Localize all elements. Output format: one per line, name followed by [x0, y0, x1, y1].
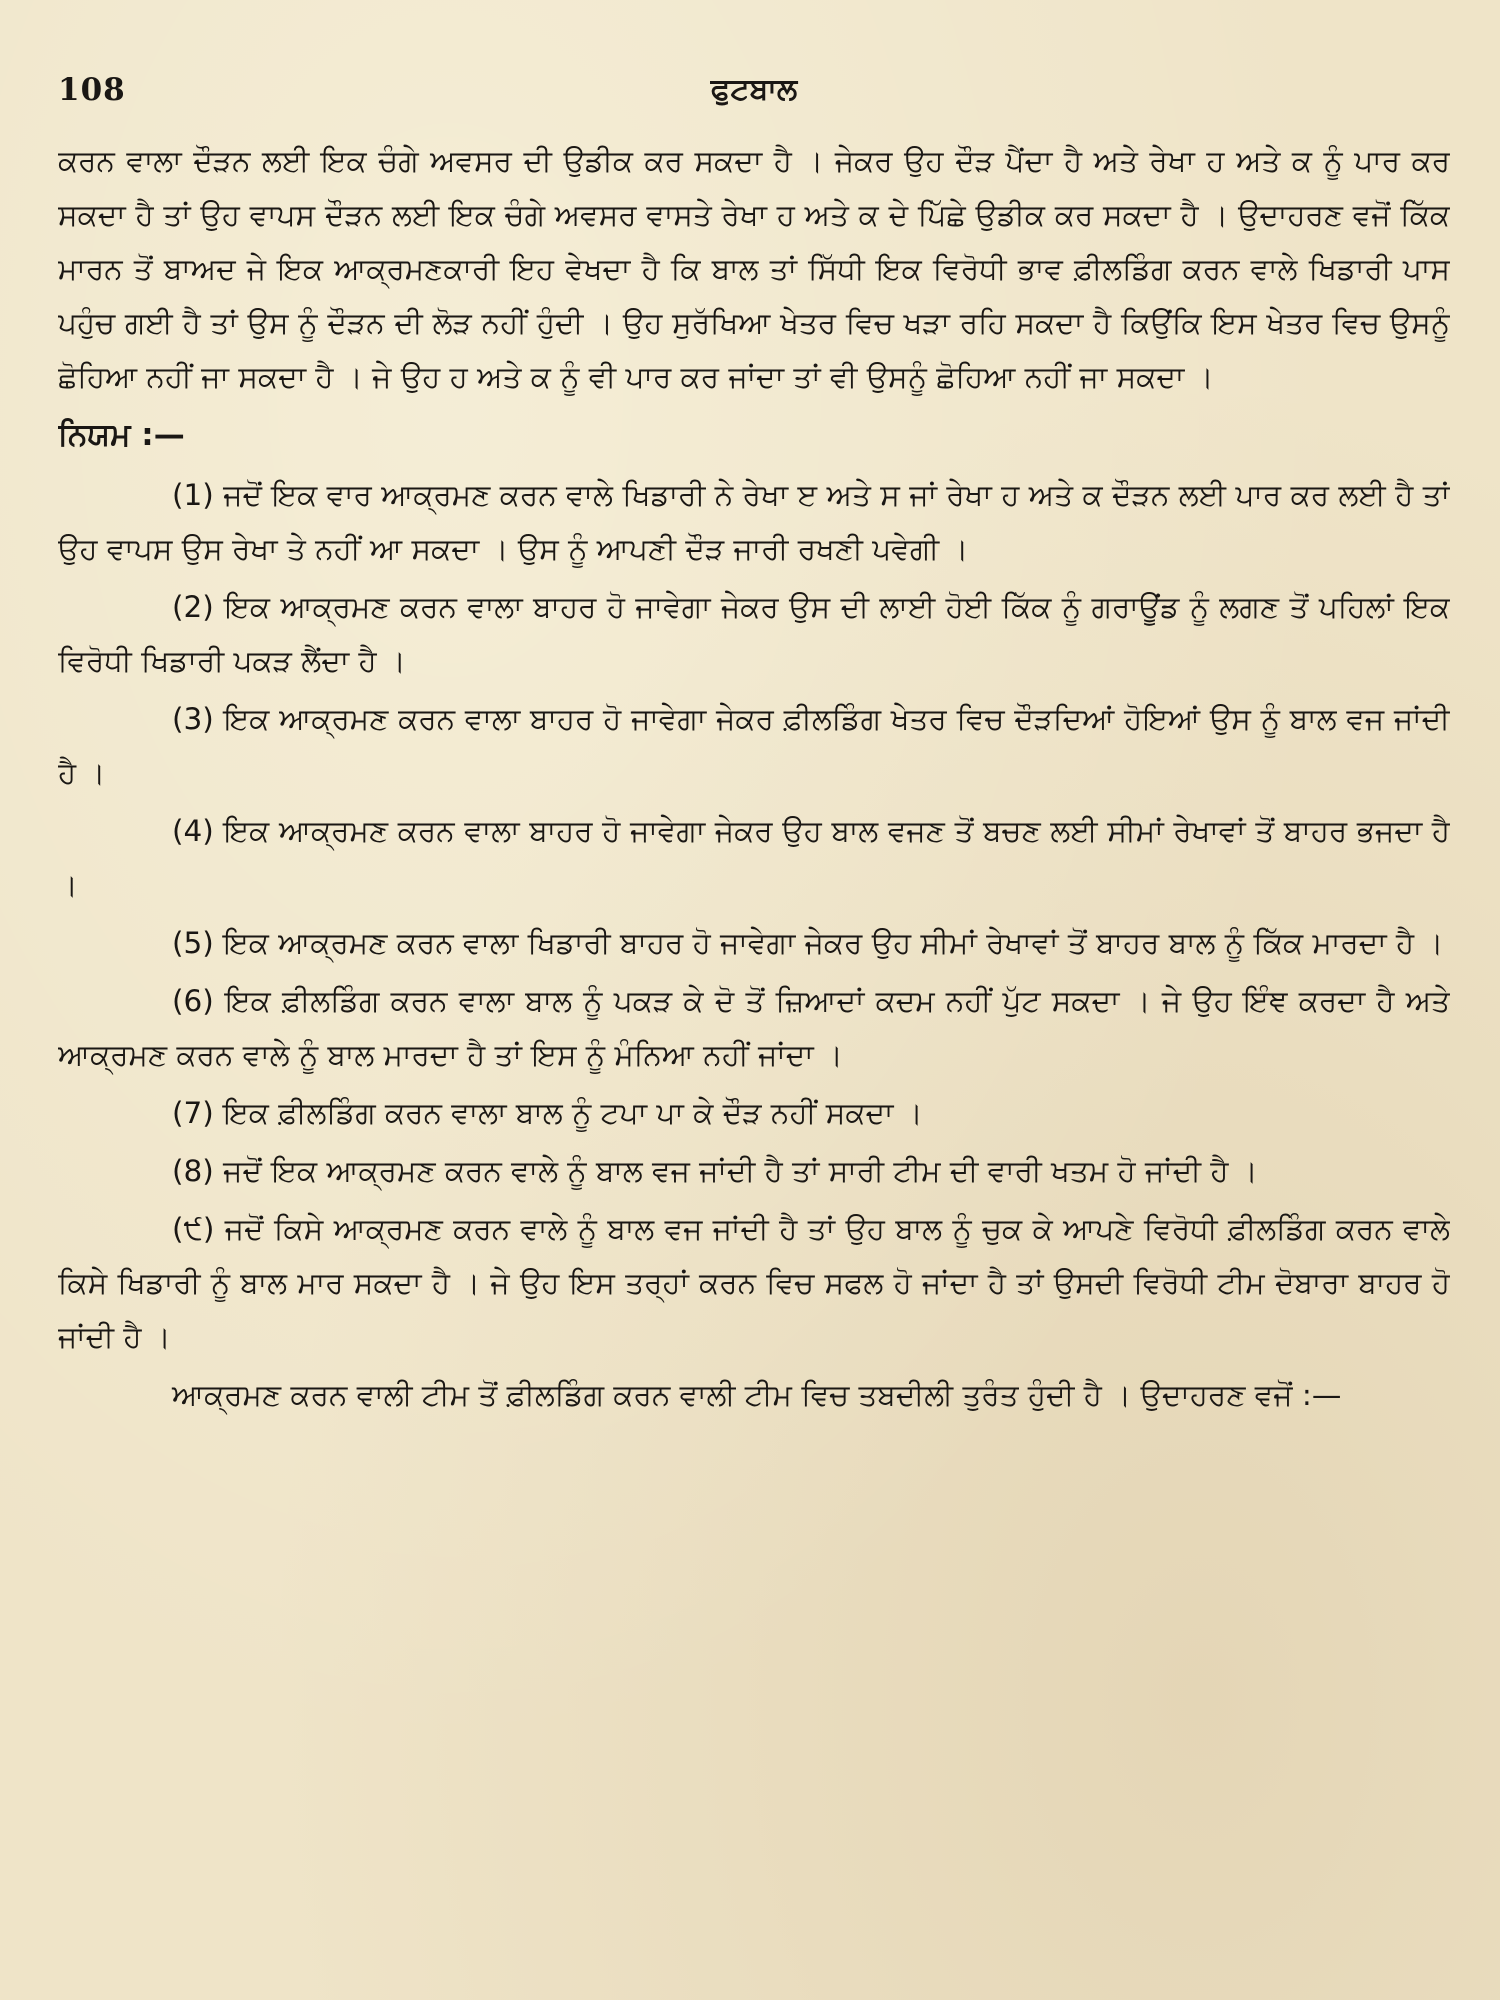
rule-item-2: (2) ਇਕ ਆਕ੍ਰਮਣ ਕਰਨ ਵਾਲਾ ਬਾਹਰ ਹੋ ਜਾਵੇਗਾ ਜੇਕਰ ਉਸ ਦੀ ਲਾਈ ਹੋਈ ਕਿੱਕ ਨੂੰ ਗਰਾਊਂਡ ਨੂੰ ਲਗਣ ਤੋਂ ਪਹਿਲਾਂ ਇਕ ਵਿਰੋਧੀ ਖਿਡਾਰੀ ਪਕੜ ਲੈਂਦਾ ਹੈ ।: [58, 590, 1450, 678]
page-header: [58, 68, 1450, 124]
rule-item-7: (7) ਇਕ ਫ਼ੀਲਡਿੰਗ ਕਰਨ ਵਾਲਾ ਬਾਲ ਨੂੰ ਟਪਾ ਪਾ ਕੇ ਦੌੜ ਨਹੀਂ ਸਕਦਾ ।: [172, 1096, 923, 1130]
rule-item-1: (1) ਜਦੋਂ ਇਕ ਵਾਰ ਆਕ੍ਰਮਣ ਕਰਨ ਵਾਲੇ ਖਿਡਾਰੀ ਨੇ ਰੇਖਾ ੲ ਅਤੇ ਸ ਜਾਂ ਰੇਖਾ ਹ ਅਤੇ ਕ ਦੌੜਨ ਲਈ ਪਾਰ ਕਰ ਲਈ ਹੈ ਤਾਂ ਉਹ ਵਾਪਸ ਉਸ ਰੇਖਾ ਤੇ ਨਹੀਂ ਆ ਸਕਦਾ । ਉਸ ਨੂੰ ਆਪਣੀ ਦੌੜ ਜਾਰੀ ਰਖਣੀ ਪਵੇਗੀ ।: [58, 478, 1450, 566]
rule-item-4: (4) ਇਕ ਆਕ੍ਰਮਣ ਕਰਨ ਵਾਲਾ ਬਾਹਰ ਹੋ ਜਾਵੇਗਾ ਜੇਕਰ ਉਹ ਬਾਲ ਵਜਣ ਤੋਂ ਬਚਣ ਲਈ ਸੀਮਾਂ ਰੇਖਾਵਾਂ ਤੋਂ ਬਾਹਰ ਭਜਦਾ ਹੈ ।: [58, 814, 1450, 902]
book-page: [58, 68, 1450, 1968]
rule-item-6: (6) ਇਕ ਫ਼ੀਲਡਿੰਗ ਕਰਨ ਵਾਲਾ ਬਾਲ ਨੂੰ ਪਕੜ ਕੇ ਦੋ ਤੋਂ ਜ਼ਿਆਦਾਂ ਕਦਮ ਨਹੀਂ ਪੁੱਟ ਸਕਦਾ । ਜੇ ਉਹ ਇੰਞ ਕਰਦਾ ਹੈ ਅਤੇ ਆਕ੍ਰਮਣ ਕਰਨ ਵਾਲੇ ਨੂੰ ਬਾਲ ਮਾਰਦਾ ਹੈ ਤਾਂ ਇਸ ਨੂੰ ਮੰਨਿਆ ਨਹੀਂ ਜਾਂਦਾ ।: [58, 984, 1450, 1072]
running-title: ਫੁਟਬਾਲ: [710, 72, 798, 107]
body-text: [58, 134, 1450, 1422]
page-number: 108: [58, 72, 126, 108]
rule-item-5: (5) ਇਕ ਆਕ੍ਰਮਣ ਕਰਨ ਵਾਲਾ ਖਿਡਾਰੀ ਬਾਹਰ ਹੋ ਜਾਵੇਗਾ ਜੇਕਰ ਉਹ ਸੀਮਾਂ ਰੇਖਾਵਾਂ ਤੋਂ ਬਾਹਰ ਬਾਲ ਨੂੰ ਕਿੱਕ ਮਾਰਦਾ ਹੈ ।: [172, 926, 1444, 960]
rule-item-3: (3) ਇਕ ਆਕ੍ਰਮਣ ਕਰਨ ਵਾਲਾ ਬਾਹਰ ਹੋ ਜਾਵੇਗਾ ਜੇਕਰ ਫ਼ੀਲਡਿੰਗ ਖੇਤਰ ਵਿਚ ਦੌੜਦਿਆਂ ਹੋਇਆਂ ਉਸ ਨੂੰ ਬਾਲ ਵਜ ਜਾਂਦੀ ਹੈ ।: [58, 702, 1450, 790]
section-heading: ਨਿਯਮ :—: [58, 417, 185, 453]
rule-item-8: (8) ਜਦੋਂ ਇਕ ਆਕ੍ਰਮਣ ਕਰਨ ਵਾਲੇ ਨੂੰ ਬਾਲ ਵਜ ਜਾਂਦੀ ਹੈ ਤਾਂ ਸਾਰੀ ਟੀਮ ਦੀ ਵਾਰੀ ਖਤਮ ਹੋ ਜਾਂਦੀ ਹੈ ।: [172, 1154, 1258, 1188]
intro-paragraph: ਕਰਨ ਵਾਲਾ ਦੌੜਨ ਲਈ ਇਕ ਚੰਗੇ ਅਵਸਰ ਦੀ ਉਡੀਕ ਕਰ ਸਕਦਾ ਹੈ । ਜੇਕਰ ਉਹ ਦੌੜ ਪੈਂਦਾ ਹੈ ਅਤੇ ਰੇਖਾ ਹ ਅਤੇ ਕ ਨੂੰ ਪਾਰ ਕਰ ਸਕਦਾ ਹੈ ਤਾਂ ਉਹ ਵਾਪਸ ਦੌੜਨ ਲਈ ਇਕ ਚੰਗੇ ਅਵਸਰ ਵਾਸਤੇ ਰੇਖਾ ਹ ਅਤੇ ਕ ਦੇ ਪਿੱਛੇ ਉਡੀਕ ਕਰ ਸਕਦਾ ਹੈ । ਉਦਾਹਰਣ ਵਜੋਂ ਕਿੱਕ ਮਾਰਨ ਤੋਂ ਬਾਅਦ ਜੇ ਇਕ ਆਕ੍ਰਮਣਕਾਰੀ ਇਹ ਵੇਖਦਾ ਹੈ ਕਿ ਬਾਲ ਤਾਂ ਸਿੱਧੀ ਇਕ ਵਿਰੋਧੀ ਭਾਵ ਫ਼ੀਲਡਿੰਗ ਕਰਨ ਵਾਲੇ ਖਿਡਾਰੀ ਪਾਸ ਪਹੁੰਚ ਗਈ ਹੈ ਤਾਂ ਉਸ ਨੂੰ ਦੌੜਨ ਦੀ ਲੋੜ ਨਹੀਂ ਹੁੰਦੀ । ਉਹ ਸੁਰੱਖਿਆ ਖੇਤਰ ਵਿਚ ਖੜਾ ਰਹਿ ਸਕਦਾ ਹੈ ਕਿਉਂਕਿ ਇਸ ਖੇਤਰ ਵਿਚ ਉਸਨੂੰ ਛੋਹਿਆ ਨਹੀਂ ਜਾ ਸਕਦਾ ਹੈ । ਜੇ ਉਹ ਹ ਅਤੇ ਕ ਨੂੰ ਵੀ ਪਾਰ ਕਰ ਜਾਂਦਾ ਤਾਂ ਵੀ ਉਸਨੂੰ ਛੋਹਿਆ ਨਹੀਂ ਜਾ ਸਕਦਾ ।: [58, 144, 1450, 394]
rule-item-9: (੯) ਜਦੋਂ ਕਿਸੇ ਆਕ੍ਰਮਣ ਕਰਨ ਵਾਲੇ ਨੂੰ ਬਾਲ ਵਜ ਜਾਂਦੀ ਹੈ ਤਾਂ ਉਹ ਬਾਲ ਨੂੰ ਚੁਕ ਕੇ ਆਪਣੇ ਵਿਰੋਧੀ ਫ਼ੀਲਡਿੰਗ ਕਰਨ ਵਾਲੇ ਕਿਸੇ ਖਿਡਾਰੀ ਨੂੰ ਬਾਲ ਮਾਰ ਸਕਦਾ ਹੈ । ਜੇ ਉਹ ਇਸ ਤਰ੍ਹਾਂ ਕਰਨ ਵਿਚ ਸਫਲ ਹੋ ਜਾਂਦਾ ਹੈ ਤਾਂ ਉਸਦੀ ਵਿਰੋਧੀ ਟੀਮ ਦੋਬਾਰਾ ਬਾਹਰ ਹੋ ਜਾਂਦੀ ਹੈ ।: [58, 1212, 1450, 1354]
closing-paragraph: ਆਕ੍ਰਮਣ ਕਰਨ ਵਾਲੀ ਟੀਮ ਤੋਂ ਫ਼ੀਲਡਿੰਗ ਕਰਨ ਵਾਲੀ ਟੀਮ ਵਿਚ ਤਬਦੀਲੀ ਤੁਰੰਤ ਹੁੰਦੀ ਹੈ । ਉਦਾਹਰਣ ਵਜੋਂ :—: [172, 1378, 1342, 1412]
